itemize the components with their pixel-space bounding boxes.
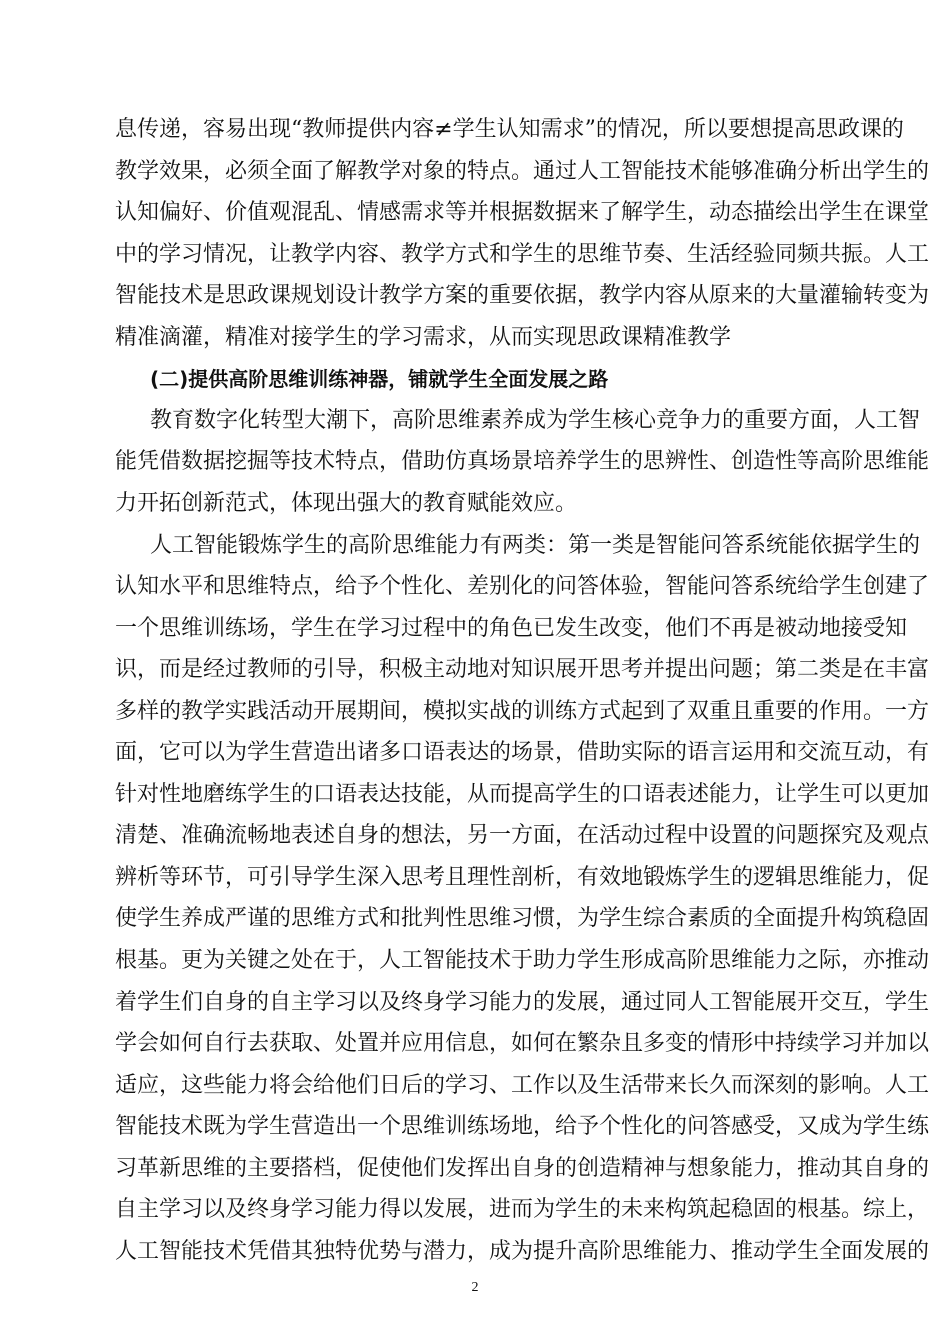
text-line: 习革新思维的主要搭档，促使他们发挥出自身的创造精神与想象能力，推动其自身的: [115, 1155, 930, 1181]
text-line: 一个思维训练场，学生在学习过程中的角色已发生改变，他们不再是被动地接受知: [115, 615, 908, 641]
text-line: 面，它可以为学生营造出诸多口语表达的场景，借助实际的语言运用和交流互动，有: [115, 740, 930, 766]
page-number: 2: [471, 1280, 479, 1295]
text-line: 学会如何自行去获取、处置并应用信息，如何在繁杂且多变的情形中持续学习并加以: [115, 1031, 930, 1057]
text-line: 息传递，容易出现“教师提供内容≠学生认知需求”的情况，所以要想提高思政课的: [115, 117, 904, 142]
text-line: 识，而是经过教师的引导，积极主动地对知识展开思考并提出问题；第二类是在丰富: [115, 657, 930, 683]
text-line: 适应，这些能力将会给他们日后的学习、工作以及生活带来长久而深刻的影响。人工: [115, 1072, 930, 1098]
text-line: 自主学习以及终身学习能力得以发展，进而为学生的未来构筑起稳固的根基。综上，: [115, 1197, 930, 1223]
text-line: 中的学习情况，让教学内容、教学方式和学生的思维节奏、生活经验同频共振。人工: [115, 241, 930, 267]
text-line: 清楚、准确流畅地表述自身的想法，另一方面，在活动过程中设置的问题探究及观点: [115, 823, 930, 849]
text-line: 教学效果，必须全面了解教学对象的特点。通过人工智能技术能够准确分析出学生的: [115, 158, 930, 184]
section-heading: (二)提供高阶思维训练神器，铺就学生全面发展之路: [150, 367, 609, 392]
text-line: 能凭借数据挖掘等技术特点，借助仿真场景培养学生的思辨性、创造性等高阶思维能: [115, 449, 930, 475]
text-line: 着学生们自身的自主学习以及终身学习能力的发展，通过同人工智能展开交互，学生: [115, 989, 930, 1015]
text-line: 认知水平和思维特点，给予个性化、差别化的问答体验，智能问答系统给学生创建了: [115, 574, 930, 600]
text-line: 多样的教学实践活动开展期间，模拟实战的训练方式起到了双重且重要的作用。一方: [115, 698, 930, 724]
text-line: 人工智能技术凭借其独特优势与潜力，成为提升高阶思维能力、推动学生全面发展的: [115, 1238, 930, 1264]
text-line: 教育数字化转型大潮下，高阶思维素养成为学生核心竞争力的重要方面，人工智: [150, 407, 921, 433]
text-line: 使学生养成严谨的思维方式和批判性思维习惯，为学生综合素质的全面提升构筑稳固: [115, 906, 930, 932]
text-line: 人工智能锻炼学生的高阶思维能力有两类：第一类是智能问答系统能依据学生的: [150, 532, 921, 558]
text-line: 智能技术是思政课规划设计教学方案的重要依据，教学内容从原来的大量灌输转变为: [115, 283, 930, 309]
text-line: 辨析等环节，可引导学生深入思考且理性剖析，有效地锻炼学生的逻辑思维能力，促: [115, 864, 930, 890]
text-line: 针对性地磨练学生的口语表达技能，从而提高学生的口语表述能力，让学生可以更加: [115, 781, 930, 807]
text-line: 根基。更为关键之处在于，人工智能技术于助力学生形成高阶思维能力之际，亦推动: [115, 948, 930, 973]
text-line: 精准滴灌，精准对接学生的学习需求，从而实现思政课精准教学: [115, 324, 732, 350]
text-line: 认知偏好、价值观混乱、情感需求等并根据数据来了解学生，动态描绘出学生在课堂: [115, 200, 930, 226]
text-line: 力开拓创新范式，体现出强大的教育赋能效应。: [115, 490, 578, 516]
text-line: 智能技术既为学生营造出一个思维训练场地，给予个性化的问答感受，又成为学生练: [115, 1114, 930, 1140]
